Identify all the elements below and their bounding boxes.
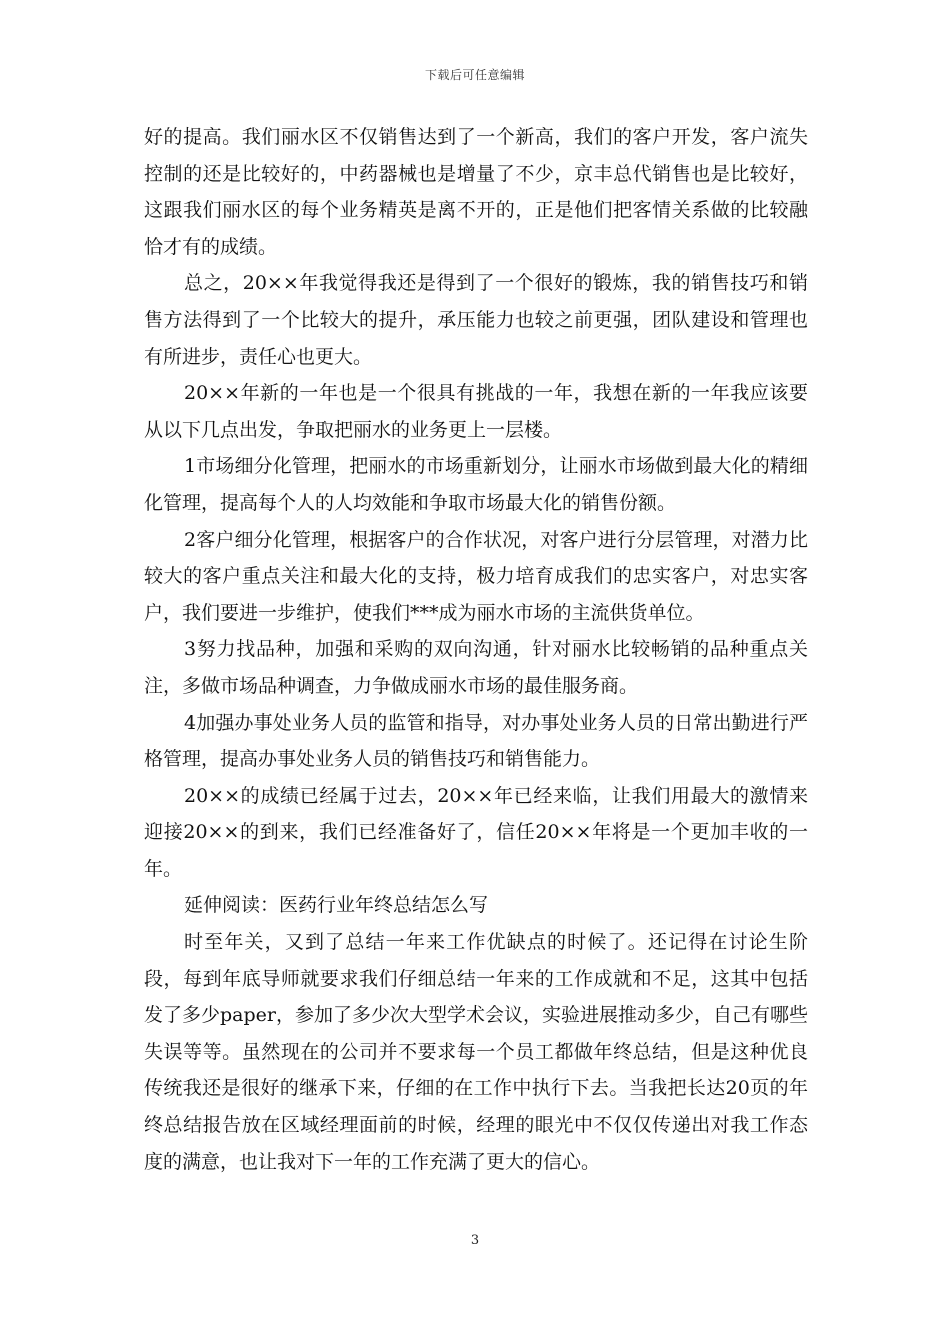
paragraph-point-4: 4加强办事处业务人员的监管和指导，对办事处业务人员的日常出勤进行严格管理，提高办事处业务人员的销售技巧和销售能力。 bbox=[144, 711, 808, 771]
paragraph-further-reading-body: 时至年关，又到了总结一年来工作优缺点的时候了。还记得在讨论生阶段，每到年底导师就要求我们仔细总结一年来的工作成就和不足，这其中包括发了多少paper，参加了多少次大型学术会议，实验进展推动多少，自己有哪些失误等等。虽然现在的公司并不要求每一个员工都做年终总结，但是这种优良传统我还是很好的继承下来，仔细的在工作中执行下去。当我把长达20页的年终总结报告放在区域经理面前的时候，经理的眼光中不仅仅传递出对我工作态度的满意，也让我对下一年的工作充满了更大的信心。 bbox=[144, 931, 808, 1173]
page-number: 3 bbox=[470, 1233, 480, 1248]
paragraph-summary: 总之，20××年我觉得我还是得到了一个很好的锻炼，我的销售技巧和销售方法得到了一个比较大的提升，承压能力也较之前更强，团队建设和管理也有所进步，责任心也更大。 bbox=[144, 272, 808, 368]
paragraph-point-3: 3努力找品种，加强和采购的双向沟通，针对丽水比较畅销的品种重点关注，多做市场品种调查，力争做成丽水市场的最佳服务商。 bbox=[144, 638, 808, 697]
paragraph-point-2: 2客户细分化管理，根据客户的合作状况，对客户进行分层管理，对潜力比较大的客户重点关注和最大化的支持，极力培育成我们的忠实客户，对忠实客户，我们要进一步维护，使我们***成为丽水市场的主流供货单位。 bbox=[144, 528, 808, 624]
document-body bbox=[144, 119, 808, 1180]
paragraph-new-year-plan: 20××年新的一年也是一个很具有挑战的一年，我想在新的一年我应该要从以下几点出发，争取把丽水的业务更上一层楼。 bbox=[144, 382, 808, 441]
paragraph-closing: 20××的成绩已经属于过去，20××年已经来临，让我们用最大的激情来迎接20××的到来，我们已经准备好了，信任20××年将是一个更加丰收的一年。 bbox=[144, 784, 808, 880]
paragraph-continuation: 好的提高。我们丽水区不仅销售达到了一个新高，我们的客户开发，客户流失控制的还是比较好的，中药器械也是增量了不少，京丰总代销售也是比较好，这跟我们丽水区的每个业务精英是离不开的，正是他们把客情关系做的比较融恰才有的成绩。 bbox=[144, 126, 808, 258]
paragraph-point-1: 1市场细分化管理，把丽水的市场重新划分，让丽水市场做到最大化的精细化管理，提高每个人的人均效能和争取市场最大化的销售份额。 bbox=[144, 455, 808, 514]
paragraph-further-reading-title: 延伸阅读：医药行业年终总结怎么写 bbox=[184, 894, 489, 917]
page-header: 下载后可任意编辑 bbox=[424, 68, 525, 82]
